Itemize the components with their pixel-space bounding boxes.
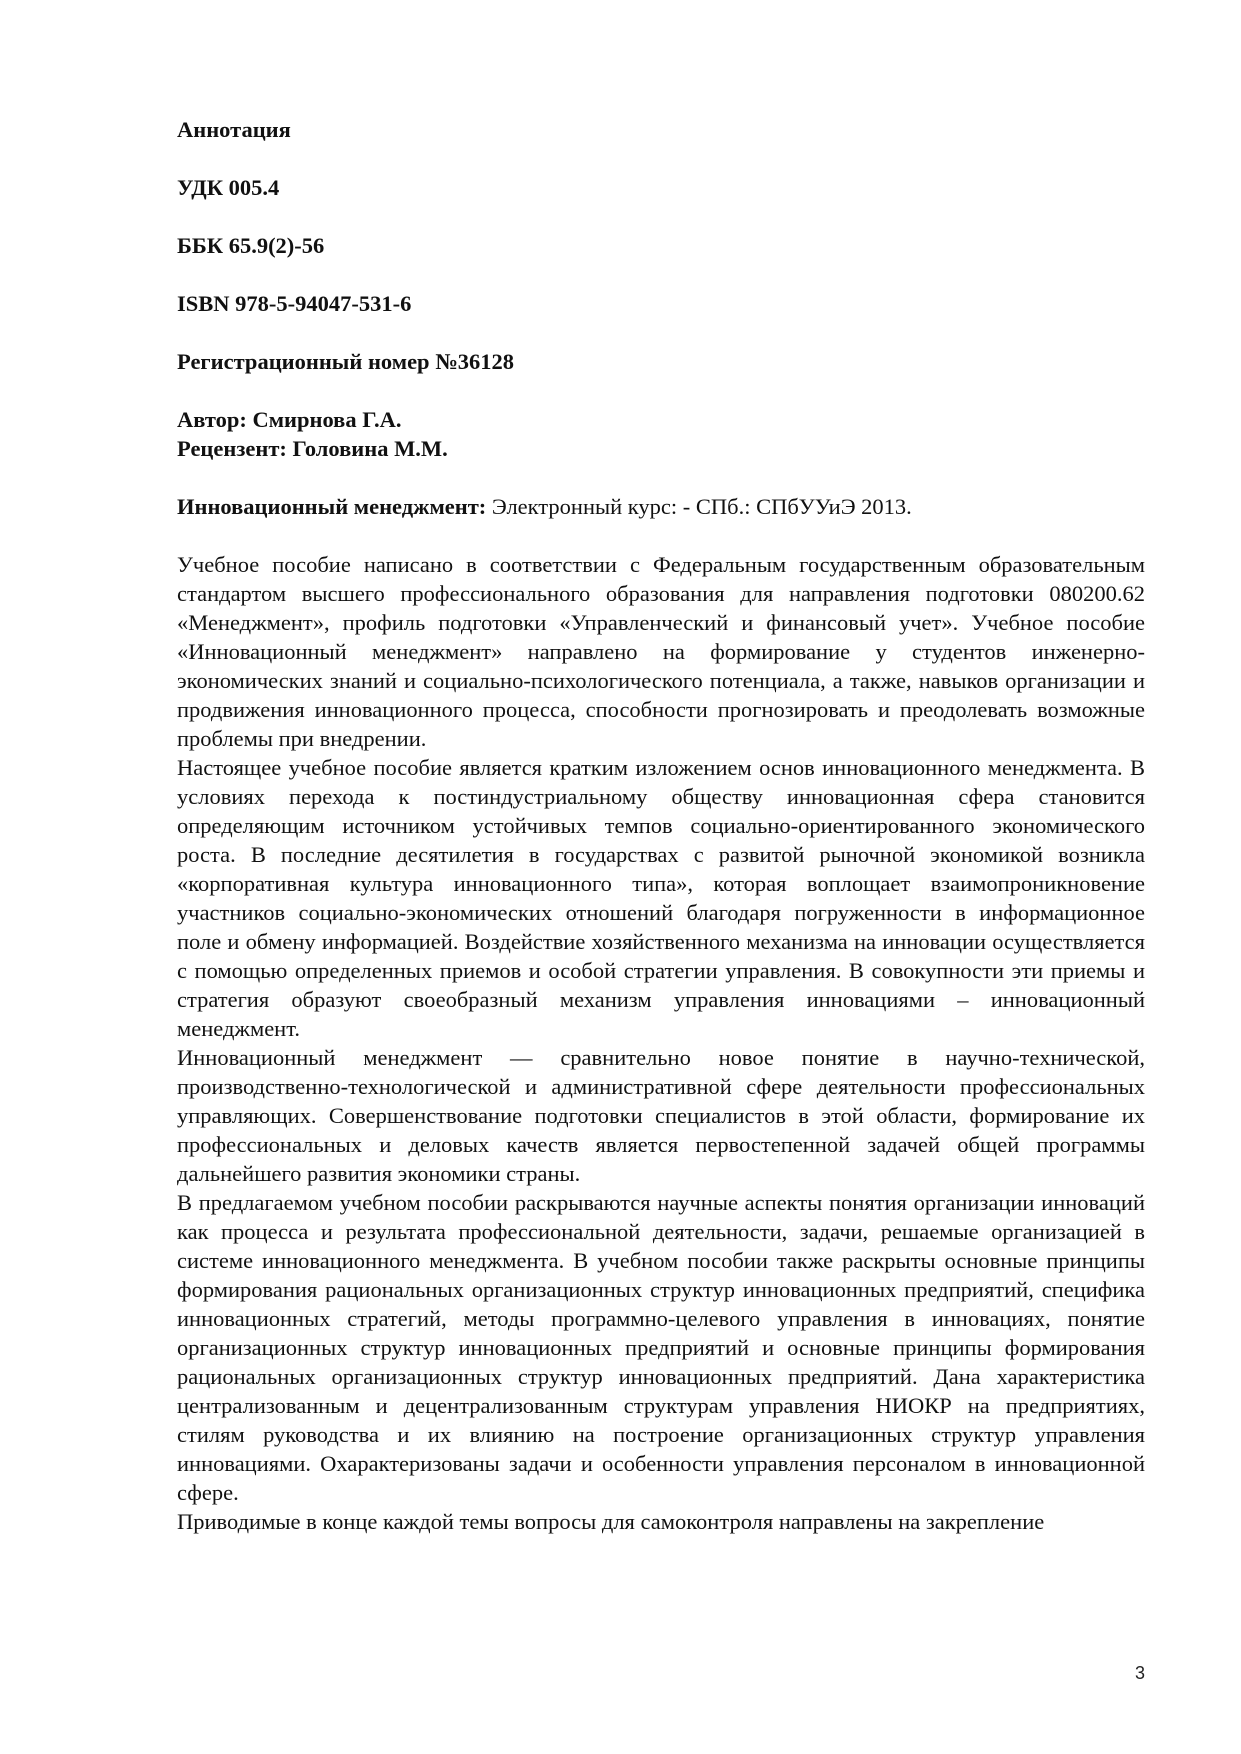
annotation-heading: Аннотация xyxy=(177,117,291,142)
body-paragraph-3: Инновационный менеджмент — сравнительно новое понятие в научно-технической, производственно-технологической и административной сфере деятельности профессиональных управляющих. Совершенствование подготовки специалистов в этой области, формирование их профессиональных и деловых качеств является первостепенной задачей общей программы дальнейшего развития экономики страны. xyxy=(177,1045,1145,1186)
citation-text: Электронный курс: - СПб.: СПбУУиЭ 2013. xyxy=(486,494,912,519)
reviewer-line: Рецензент: Головина М.М. xyxy=(177,436,448,461)
udk-code: УДК 005.4 xyxy=(177,175,280,200)
body-paragraph-5: Приводимые в конце каждой темы вопросы для самоконтроля направлены на закрепление xyxy=(177,1509,1045,1534)
body-paragraph-1: Учебное пособие написано в соответствии с Федеральным государственным образовательным стандартом высшего профессионального образования для направления подготовки 080200.62 «Менеджмент», профиль подготовки «Управленческий и финансовый учет». Учебное пособие «Инновационный менеджмент» направлено на формирование у студентов инженерно-экономических знаний и социально-психологического потенциала, а также, навыков организации и продвижения инновационного процесса, способности прогнозировать и преодолевать возможные проблемы при внедрении. xyxy=(177,552,1145,751)
citation-label: Инновационный менеджмент: xyxy=(177,494,487,519)
page-content xyxy=(177,115,1145,1536)
author-line: Автор: Смирнова Г.А. xyxy=(177,407,402,432)
body-paragraph-4: В предлагаемом учебном пособии раскрываются научные аспекты понятия организации инноваций как процесса и результата профессиональной деятельности, задачи, решаемые организацией в системе инновационного менеджмента. В учебном пособии также раскрыты основные принципы формирования рациональных организационных структур инновационных предприятий, специфика инновационных стратегий, методы программно-целевого управления в инновациях, понятие организационных структур инновационных предприятий и основные принципы формирования рациональных организационных структур инновационных предприятий. Дана характеристика централизованным и децентрализованным структурам управления НИОКР на предприятиях, стилям руководства и их влиянию на построение организационных структур управления инновациями. Охарактеризованы задачи и особенности управления персоналом в инновационной сфере. xyxy=(177,1190,1145,1505)
isbn-code: ISBN 978-5-94047-531-6 xyxy=(177,291,412,316)
citation-line xyxy=(177,492,1145,521)
body-paragraph-2: Настоящее учебное пособие является кратким изложением основ инновационного менеджмента. В условиях перехода к постиндустриальному обществу инновационная сфера становится определяющим источником устойчивых темпов социально-ориентированного экономического роста. В последние десятилетия в государствах с развитой рыночной экономикой возникла «корпоративная культура инновационного типа», которая воплощает взаимопроникновение участников социально-экономических отношений благодаря погруженности в информационное поле и обмену информацией. Воздействие хозяйственного механизма на инновации осуществляется с помощью определенных приемов и особой стратегии управления. В совокупности эти приемы и стратегия образуют своеобразный механизм управления инновациями – инновационный менеджмент. xyxy=(177,755,1145,1041)
bbk-code: ББК 65.9(2)-56 xyxy=(177,233,325,258)
registration-number: Регистрационный номер №36128 xyxy=(177,349,515,374)
page-number: 3 xyxy=(1134,1663,1145,1683)
